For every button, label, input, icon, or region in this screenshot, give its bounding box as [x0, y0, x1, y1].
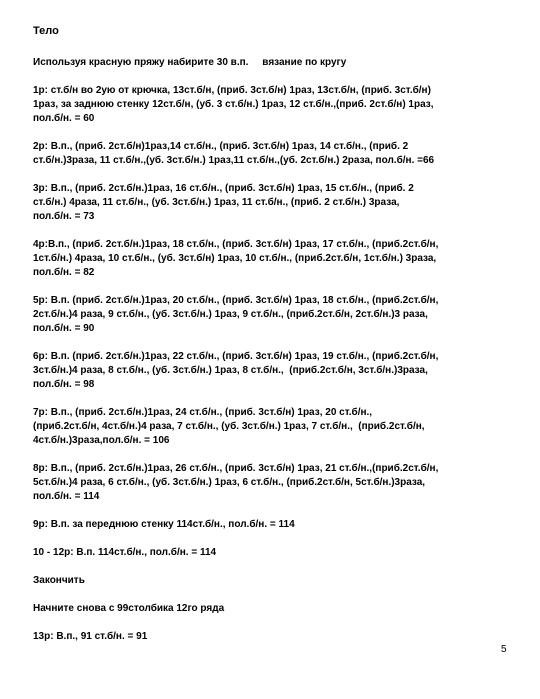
pattern-row — [33, 574, 518, 588]
pattern-row-line: Закончить — [33, 575, 85, 586]
pattern-row-line: пол.б/н. = 60 — [33, 113, 95, 124]
pattern-row-line: пол.б/н. = 82 — [33, 267, 95, 278]
pattern-row-line: пол.б/н. = 73 — [33, 211, 95, 222]
pattern-row — [33, 518, 518, 532]
pattern-row-line: (приб.2ст.б/н, 4ст.б/н.)4 раза, 7 ст.б/н., (уб. 3ст.б/н.) 1раз, 7 ст.б/н., (приб.2ст.б/н, — [33, 421, 425, 432]
pattern-row-line: 13р: В.п., 91 ст.б/н. = 91 — [33, 631, 148, 642]
pattern-row-line: 9р: В.п. за переднюю стенку 114ст.б/н., пол.б/н. = 114 — [33, 519, 295, 530]
pattern-row — [33, 182, 518, 224]
pattern-row-line: 2ст.б/н.)4 раза, 9 ст.б/н., (уб. 3ст.б/н.) 1раз, 9 ст.б/н., (приб.2ст.б/н, 2ст.б/н.)3 раза, — [33, 309, 428, 320]
pattern-row-line: Начните снова с 99столбика 12го ряда — [33, 603, 225, 614]
pattern-row-line: пол.б/н. = 114 — [33, 491, 100, 502]
pattern-row-line: 4ст.б/н.)3раза,пол.б/н. = 106 — [33, 435, 170, 446]
pattern-row-line: ст.б/н.)3раза, 11 ст.б/н.,(уб. 3ст.б/н.) 1раз,11 ст.б/н.,(уб. 2ст.б/н.) 2раза, пол.б/н. =66 — [33, 155, 435, 166]
pattern-row — [33, 350, 518, 392]
pattern-row-line: 8р: В.п., (приб. 2ст.б/н.)1раз, 26 ст.б/н., (приб. 3ст.б/н) 1раз, 21 ст.б/н.,(приб.2ст.б/н, — [33, 463, 439, 474]
pattern-row-line: 7р: В.п., (приб. 2ст.б/н.)1раз, 24 ст.б/н., (приб. 3ст.б/н) 1раз, 20 ст.б/н., — [33, 407, 373, 418]
pattern-body — [33, 56, 518, 658]
pattern-row-line: 6р: В.п. (приб. 2ст.б/н.)1раз, 22 ст.б/н., (приб. 3ст.б/н) 1раз, 19 ст.б/н., (приб.2ст.б/н, — [33, 351, 439, 362]
pattern-row-line: 5ст.б/н.)4 раза, 6 ст.б/н., (уб. 3ст.б/н.) 1раз, 6 ст.б/н., (приб.2ст.б/н, 5ст.б/н.)3раза, — [33, 477, 426, 488]
pattern-row — [33, 630, 518, 644]
pattern-row-line: ст.б/н.) 4раза, 11 ст.б/н., (уб. 3ст.б/н.) 1раз, 11 ст.б/н., (приб. 2 ст.б/н.) 3раза, — [33, 197, 400, 208]
pattern-row — [33, 462, 518, 504]
pattern-row-line: 5р: В.п. (приб. 2ст.б/н.)1раз, 20 ст.б/н., (приб. 3ст.б/н) 1раз, 18 ст.б/н., (приб.2ст.б/н, — [33, 295, 439, 306]
intro-line: Используя красную пряжу набирите 30 в.п. вязание по кругу — [33, 57, 347, 68]
pattern-row — [33, 84, 518, 126]
pattern-row-line: 1р: ст.б/н во 2ую от крючка, 13ст.б/н, (приб. 3ст.б/н) 1раз, 13ст.б/н, (приб. 3ст.б/н) — [33, 85, 431, 96]
pattern-row-line: 4р:В.п., (приб. 2ст.б/н.)1раз, 18 ст.б/н., (приб. 3ст.б/н) 1раз, 17 ст.б/н., (приб.2ст.б/н, — [33, 239, 439, 250]
pattern-row-line: 2р: В.п., (приб. 2ст.б/н)1раз,14 ст.б/н., (приб. 3ст.б/н) 1раз, 14 ст.б/н., (приб. 2 — [33, 141, 409, 152]
pattern-row — [33, 602, 518, 616]
pattern-row-line: 1раз, за заднюю стенку 12ст.б/н, (уб. 3 ст.б/н.) 1раз, 12 ст.б/н.,(приб. 2ст.б/н) 1раз, — [33, 99, 434, 110]
rows-list — [33, 84, 518, 644]
pattern-row-line: 3ст.б/н.)4 раза, 8 ст.б/н., (уб. 3ст.б/н.) 1раз, 8 ст.б/н., (приб.2ст.б/н, 3ст.б/н.)3раза, — [33, 365, 428, 376]
pattern-row-line: 1ст.б/н.) 4раза, 10 ст.б/н., (уб. 3ст.б/н) 1раз, 10 ст.б/н., (приб.2ст.б/н, 1ст.б/н.) 3раза, — [33, 253, 437, 264]
page-title: Тело — [33, 25, 59, 37]
pattern-row-line: 10 - 12р: В.п. 114ст.б/н., пол.б/н. = 114 — [33, 547, 217, 558]
pattern-row-line: пол.б/н. = 90 — [33, 323, 95, 334]
page-number: 5 — [501, 644, 507, 655]
pattern-row — [33, 406, 518, 448]
pattern-row-line: 3р: В.п., (приб. 2ст.б/н.)1раз, 16 ст.б/н., (приб. 3ст.б/н) 1раз, 15 ст.б/н., (приб. 2 — [33, 183, 414, 194]
pattern-row — [33, 238, 518, 280]
pattern-row-line: пол.б/н. = 98 — [33, 379, 95, 390]
pattern-row — [33, 294, 518, 336]
pattern-row — [33, 546, 518, 560]
pattern-row — [33, 140, 518, 168]
